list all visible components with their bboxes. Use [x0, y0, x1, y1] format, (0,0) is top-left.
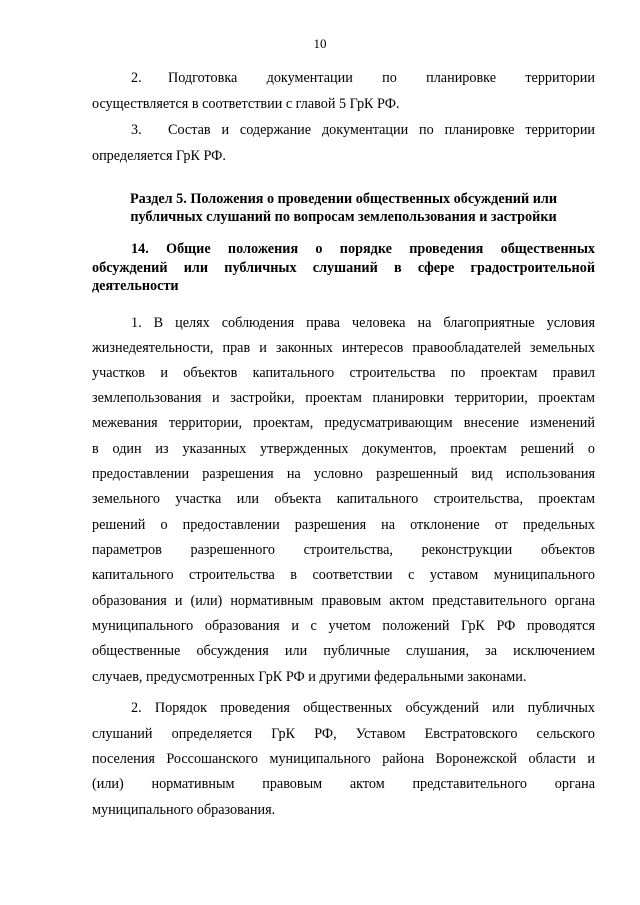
paragraph-2-line: муниципального образования.: [92, 802, 276, 818]
paragraph-2-line: 2. Порядок проведения общественных обсуждений или публичных: [131, 700, 595, 716]
paragraph-1-line: предоставлении разрешения на условно разрешенный вид использования: [92, 466, 595, 482]
paragraph-1-line: землепользования и застройки, проектам планировки территории, проектам: [92, 390, 595, 406]
paragraph-1-line: межевания территории, проектам, предусматривающим внесение изменений: [92, 415, 595, 431]
article-title-line-2: обсуждений или публичных слушаний в сфере градостроительной: [92, 260, 595, 276]
paragraph-2-line: поселения Россошанского муниципального района Воронежской области и: [92, 751, 595, 767]
paragraph-1-line: решений о предоставлении разрешения на отклонение от предельных: [92, 517, 595, 533]
paragraph-1-line: земельного участка или объекта капитального строительства, проектам: [92, 491, 595, 507]
paragraph-1-line: параметров разрешенного строительства, реконструкции объектов: [92, 542, 595, 558]
item-2-text-2: осуществляется в соответствии с главой 5 ГрК РФ.: [92, 96, 400, 112]
item-2-number: 2.: [131, 70, 142, 86]
item-3-line-1: [131, 121, 595, 139]
paragraph-1-line: общественные обсуждения или публичные слушания, за исключением: [92, 643, 595, 659]
page-number: 10: [313, 36, 327, 51]
item-3-text-1: Состав и содержание документации по планировке территории: [168, 122, 595, 138]
paragraph-1-line: участков и объектов капитального строительства по проектам правил: [92, 365, 595, 381]
item-2-text-1: Подготовка документации по планировке территории: [168, 70, 595, 86]
item-2-line-1: [131, 69, 595, 87]
item-3-text-2: определяется ГрК РФ.: [92, 148, 226, 164]
article-title-line-1: 14. Общие положения о порядке проведения общественных: [131, 241, 595, 257]
paragraph-1-line: капитального строительства в соответствии с уставом муниципального: [92, 567, 595, 583]
item-3-number: 3.: [131, 122, 142, 138]
paragraph-1-line: жизнедеятельности, прав и законных интересов правообладателей земельных: [92, 340, 595, 356]
section-title-line-1: Раздел 5. Положения о проведении общественных обсуждений или: [129, 191, 558, 207]
paragraph-1-line: муниципального образования и с учетом положений ГрК РФ проводятся: [92, 618, 595, 634]
paragraph-1-line: образования и (или) нормативным правовым актом представительного органа: [92, 593, 595, 609]
paragraph-2-line: слушаний определяется ГрК РФ, Уставом Евстратовского сельского: [92, 726, 595, 742]
paragraph-1-line: 1. В целях соблюдения права человека на благоприятные условия: [131, 315, 595, 331]
paragraph-2-line: (или) нормативным правовым актом представительного органа: [92, 776, 595, 792]
paragraph-1-line: в один из указанных утвержденных документов, проектам решений о: [92, 441, 595, 457]
paragraph-1-line: случаев, предусмотренных ГрК РФ и другими федеральными законами.: [92, 669, 527, 685]
article-title-line-3: деятельности: [92, 278, 179, 294]
section-title-line-2: публичных слушаний по вопросам землепользования и застройки: [130, 209, 557, 225]
